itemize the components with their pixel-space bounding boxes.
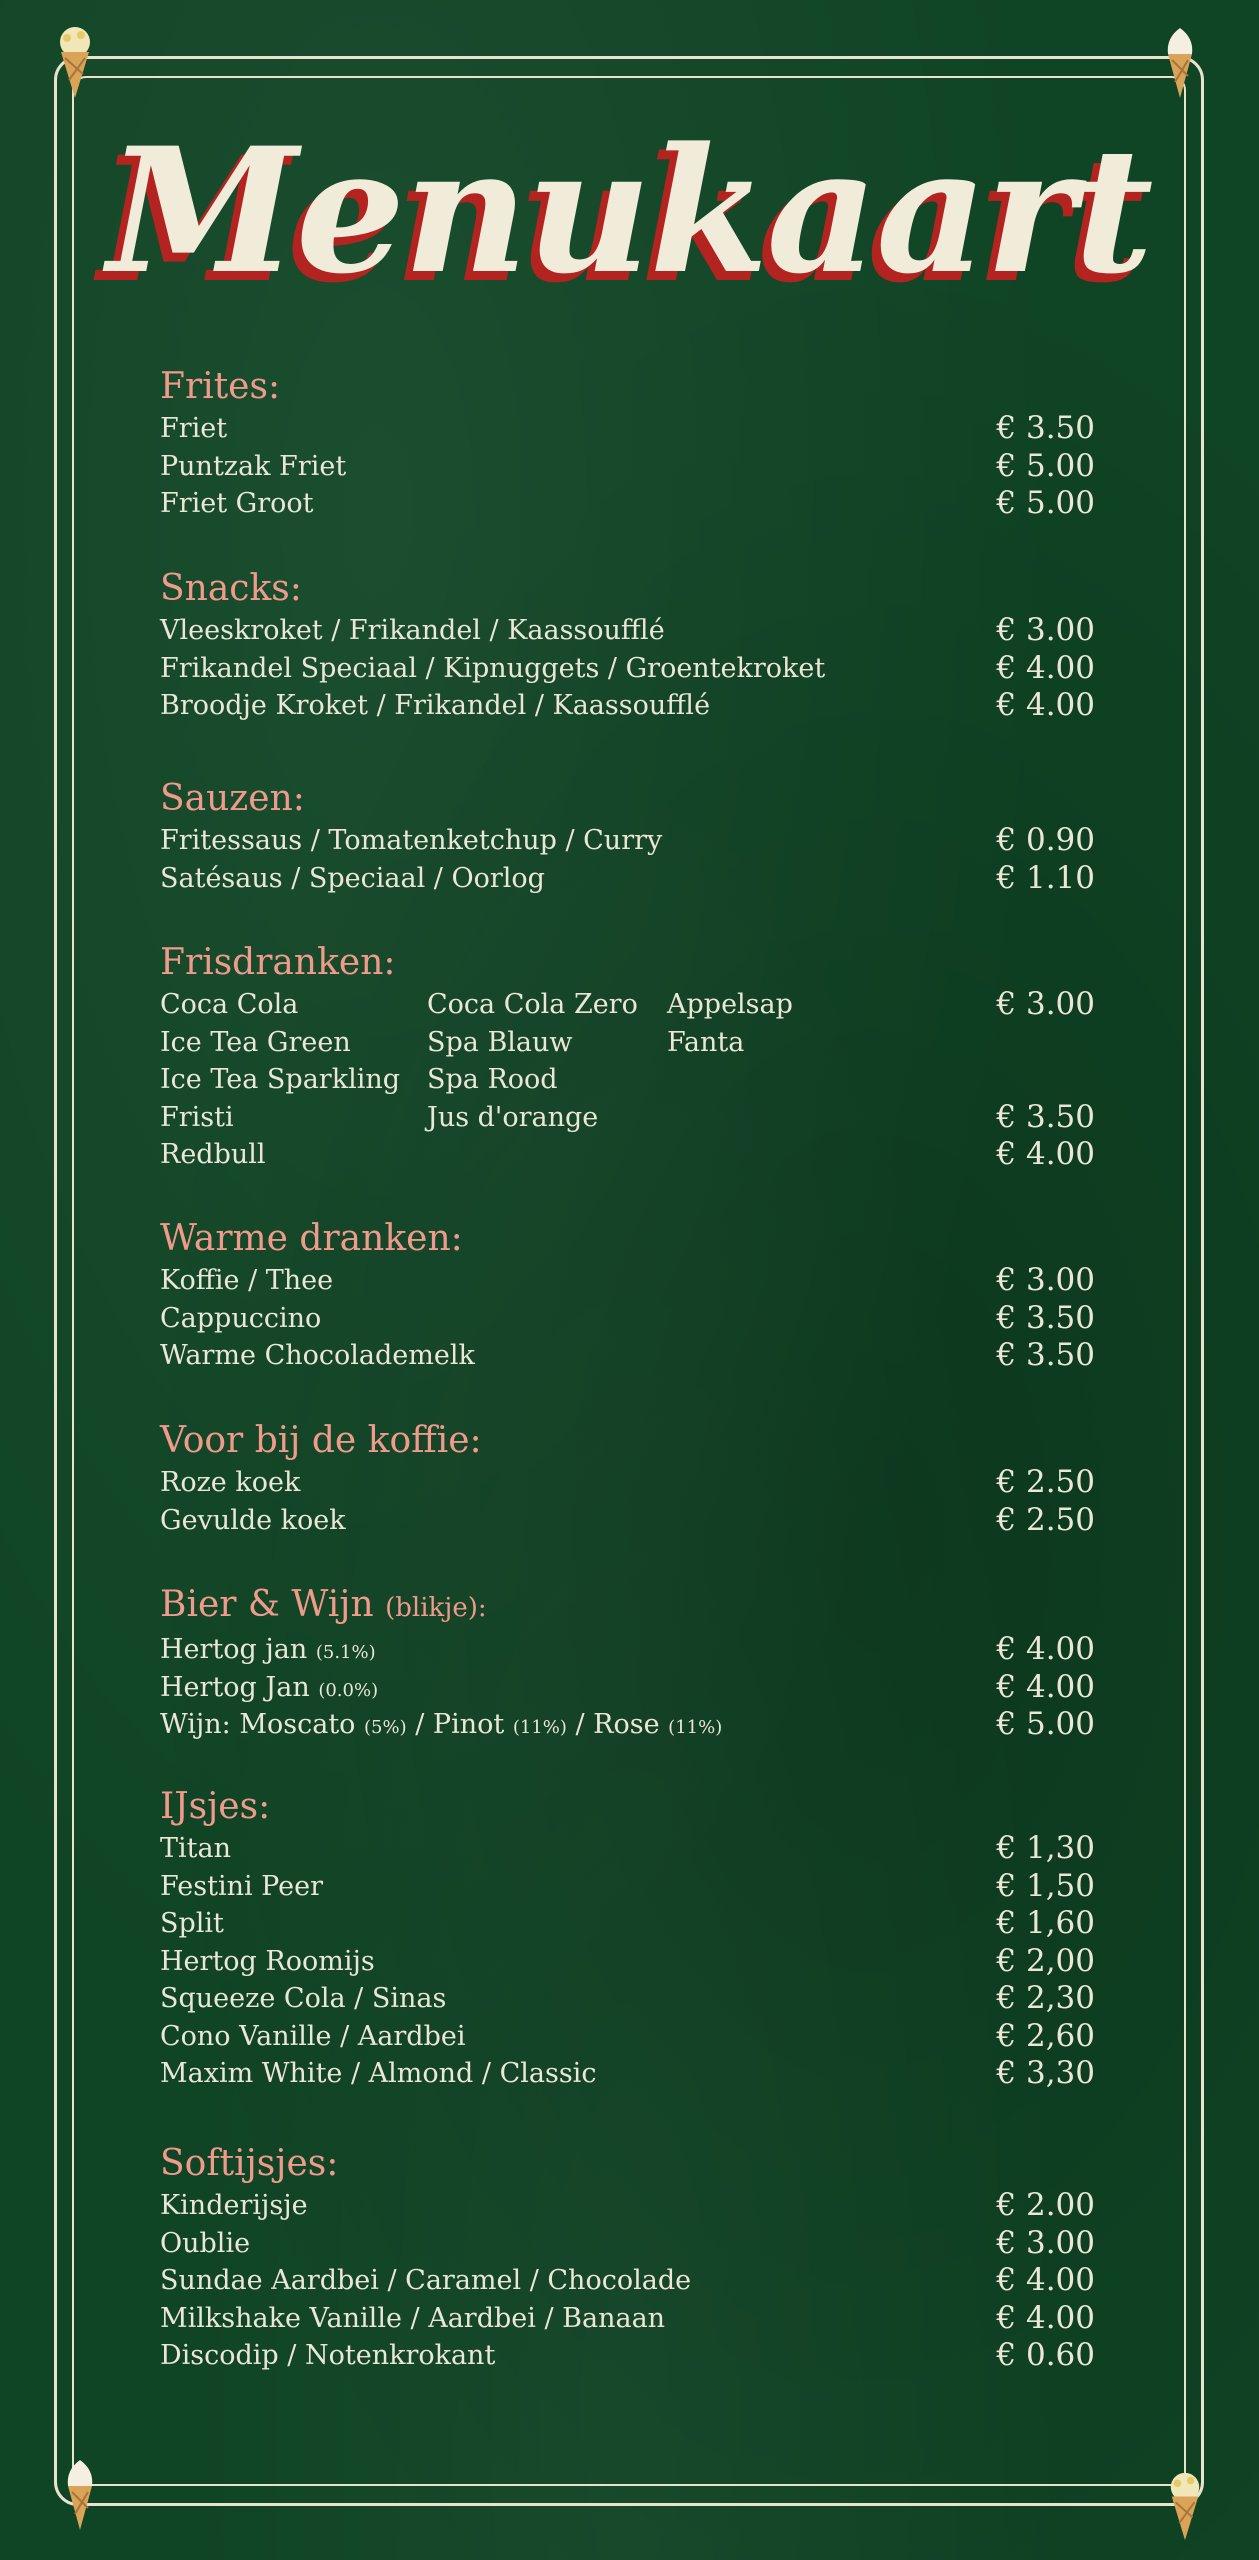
section-snacks — [160, 568, 1095, 725]
item-price: € 3.00 — [996, 612, 1095, 648]
section-bier-wijn — [160, 1584, 1095, 1744]
ice-cream-cone-icon — [55, 24, 95, 100]
menu-item — [160, 1943, 1095, 1981]
item-price: € 3.00 — [996, 2224, 1095, 2261]
item-note: (11%) — [512, 1717, 567, 1738]
item-note: (5.1%) — [315, 1642, 376, 1663]
menu-item — [160, 2187, 1095, 2225]
section-title: Softijsjes: — [160, 2143, 339, 2184]
item-price: € 2.50 — [996, 1501, 1095, 1538]
item-name: Broodje Kroket / Frikandel / Kaassoufflé — [160, 690, 711, 721]
menu-item — [160, 1502, 1095, 1540]
menu-item — [160, 1830, 1095, 1868]
item-price: € 4.00 — [996, 1136, 1095, 1172]
item-price: € 2.50 — [996, 1464, 1095, 1500]
item-price: € 4.00 — [996, 2299, 1095, 2336]
menu-item — [160, 650, 1095, 688]
item-price: € 1,30 — [996, 1830, 1095, 1866]
item-name: Squeeze Cola / Sinas — [160, 1983, 447, 2014]
section-title: IJsjes: — [160, 1786, 271, 1827]
item-name: Friet Groot — [160, 488, 314, 519]
item-name: Roze koek — [160, 1467, 301, 1498]
item-name: Cono Vanille / Aardbei — [160, 2020, 466, 2052]
item-price: € 4.00 — [996, 1668, 1095, 1705]
menu-item — [160, 485, 1095, 523]
item-name: Vleeskroket / Frikandel / Kaassoufflé — [160, 615, 665, 646]
item-price: € 0.60 — [996, 2337, 1095, 2373]
menu-item — [160, 1706, 1095, 1744]
item-name: Coca Cola — [160, 989, 299, 1020]
item-name: / Pinot — [415, 1709, 505, 1740]
section-frisdranken — [160, 942, 1095, 1174]
menu-item — [160, 986, 1095, 1024]
section-title: Snacks: — [160, 568, 302, 609]
menu-item — [160, 448, 1095, 486]
item-name: Split — [160, 1908, 224, 1939]
menu-title: Menukaart — [107, 109, 1152, 312]
section-title: Warme dranken: — [160, 1218, 463, 1259]
item-price: € 3.50 — [996, 1098, 1095, 1135]
menu-item — [160, 1464, 1095, 1502]
item-price: € 3.50 — [996, 1299, 1095, 1336]
item-name: Hertog Jan — [160, 1671, 310, 1703]
item-price: € 4.00 — [996, 2262, 1095, 2298]
menu-item — [160, 2225, 1095, 2263]
item-note: (11%) — [668, 1717, 723, 1738]
item-price: € 1.10 — [996, 859, 1095, 896]
item-name: Oublie — [160, 2227, 251, 2259]
item-name: Spa Blauw — [427, 1026, 573, 1058]
section-title: Frites: — [160, 366, 281, 407]
section-warme-dranken — [160, 1218, 1095, 1375]
item-name: Frikandel Speciaal / Kipnuggets / Groentekroket — [160, 652, 826, 684]
section-title: Sauzen: — [160, 778, 305, 819]
item-name: Discodip / Notenkrokant — [160, 2340, 496, 2371]
item-price: € 3.50 — [996, 410, 1095, 446]
item-name: Kinderijsje — [160, 2190, 308, 2221]
item-price: € 4.00 — [996, 687, 1095, 723]
menu-item — [160, 410, 1095, 448]
menu-item — [160, 1136, 1095, 1174]
section-title: Frisdranken: — [160, 942, 396, 983]
item-price: € 4.00 — [996, 1631, 1095, 1667]
menu-item — [160, 2018, 1095, 2056]
item-name: Fanta — [667, 1026, 745, 1058]
menu-item — [160, 687, 1095, 725]
item-name: Ice Tea Sparkling — [160, 1064, 401, 1095]
item-name: Spa Rood — [427, 1064, 558, 1095]
item-name: Puntzak Friet — [160, 450, 347, 482]
menu-item — [160, 1262, 1095, 1300]
menu-item — [160, 1337, 1095, 1375]
item-price: € 2,60 — [996, 2017, 1095, 2054]
section-title — [160, 1584, 1095, 1629]
item-name: Milkshake Vanille / Aardbei / Banaan — [160, 2302, 666, 2334]
item-price: € 3.00 — [996, 986, 1095, 1022]
item-name: Appelsap — [667, 989, 793, 1020]
item-name: Maxim White / Almond / Classic — [160, 2058, 597, 2089]
item-name: Friet — [160, 413, 228, 444]
item-price: € 2,30 — [996, 1980, 1095, 2016]
menu-item — [160, 2055, 1095, 2093]
menu-item — [160, 822, 1095, 860]
menu-item — [160, 1061, 1095, 1099]
item-name: Coca Cola Zero — [427, 989, 638, 1020]
item-price: € 1,50 — [996, 1867, 1095, 1904]
ice-cream-cone-icon — [60, 2456, 100, 2532]
menu-item — [160, 2337, 1095, 2375]
menu-item — [160, 1024, 1095, 1062]
item-name: Satésaus / Speciaal / Oorlog — [160, 862, 545, 894]
section-title: Voor bij de koffie: — [160, 1420, 482, 1461]
item-note: (0.0%) — [318, 1679, 379, 1701]
item-name: Wijn: Moscato — [160, 1709, 356, 1740]
item-name: Cappuccino — [160, 1302, 322, 1334]
menu-item — [160, 1905, 1095, 1943]
item-price: € 5.00 — [996, 485, 1095, 521]
section-softijsjes — [160, 2143, 1095, 2375]
menu-item — [160, 612, 1095, 650]
item-name: Festini Peer — [160, 1870, 324, 1902]
item-name: Jus d'orange — [427, 1101, 599, 1133]
item-name: Fristi — [160, 1101, 234, 1133]
item-name: Gevulde koek — [160, 1504, 346, 1536]
menu-item — [160, 1099, 1095, 1137]
section-title-text: Bier & Wijn — [160, 1584, 374, 1625]
menu-item — [160, 2262, 1095, 2300]
item-price: € 3.00 — [996, 1262, 1095, 1298]
item-name: Redbull — [160, 1139, 266, 1170]
section-sauzen — [160, 778, 1095, 897]
item-name: Koffie / Thee — [160, 1265, 334, 1296]
item-note: (5%) — [364, 1717, 407, 1738]
menu-item — [160, 2300, 1095, 2338]
item-price: € 2,00 — [996, 1942, 1095, 1979]
item-price: € 1,60 — [996, 1905, 1095, 1941]
item-name: Fritessaus / Tomatenketchup / Curry — [160, 825, 663, 856]
item-name: Titan — [160, 1833, 231, 1864]
menu-item — [160, 1300, 1095, 1338]
menu-item — [160, 1980, 1095, 2018]
item-name: / Rose — [575, 1709, 660, 1740]
menu-item — [160, 1631, 1095, 1669]
item-price: € 3.50 — [996, 1337, 1095, 1373]
item-name: Sundae Aardbei / Caramel / Chocolade — [160, 2265, 692, 2296]
section-title-note: (blikje): — [385, 1593, 487, 1623]
item-price: € 4.00 — [996, 649, 1095, 686]
item-name: Hertog jan — [160, 1634, 308, 1665]
item-price: € 2.00 — [996, 2187, 1095, 2223]
item-price: € 0.90 — [996, 822, 1095, 858]
item-name: Warme Chocolademelk — [160, 1340, 475, 1371]
ice-cream-cone-icon — [1163, 2470, 1207, 2542]
section-voor-bij-de-koffie — [160, 1420, 1095, 1539]
menu-item — [160, 1669, 1095, 1707]
item-price: € 5.00 — [996, 1706, 1095, 1742]
section-ijsjes — [160, 1786, 1095, 2093]
item-price: € 5.00 — [996, 447, 1095, 484]
item-name: Hertog Roomijs — [160, 1945, 375, 1977]
section-frites — [160, 366, 1095, 523]
ice-cream-cone-icon — [1160, 24, 1200, 100]
menu-item — [160, 860, 1095, 898]
item-price: € 3,30 — [996, 2055, 1095, 2091]
item-name: Ice Tea Green — [160, 1026, 351, 1058]
menu-item — [160, 1868, 1095, 1906]
